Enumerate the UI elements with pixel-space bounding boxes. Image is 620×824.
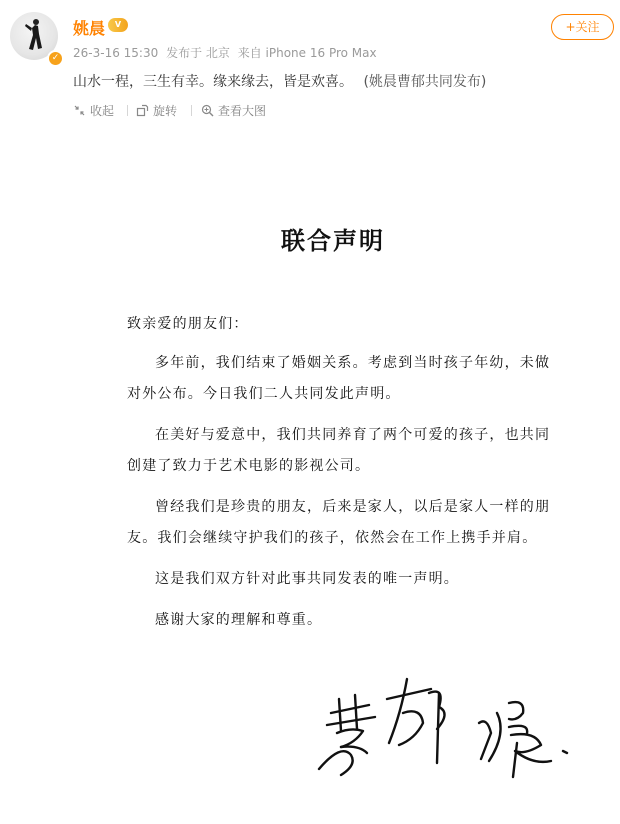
vip-badge: V xyxy=(108,18,128,32)
rotate-button[interactable] xyxy=(136,102,177,119)
post-location: 发布于 北京 xyxy=(166,46,230,60)
view-large-button[interactable] xyxy=(201,102,266,119)
rotate-label: 旋转 xyxy=(153,104,178,118)
document-paragraph: 多年前，我们结束了婚姻关系。考虑到当时孩子年幼，未做对外公布。今日我们二人共同发此声明。 xyxy=(127,355,551,402)
follow-button[interactable]: +关注 xyxy=(551,14,614,40)
document-paragraph: 感谢大家的理解和尊重。 xyxy=(155,612,323,628)
document-title: 联合声明 xyxy=(281,226,385,255)
document-salutation: 致亲爱的朋友们： xyxy=(127,316,249,332)
post-date[interactable]: 26-3-16 15:30 xyxy=(73,46,159,60)
username[interactable]: 姚晨 xyxy=(73,19,106,38)
document-paragraph: 在美好与爱意中，我们共同养育了两个可爱的孩子，也共同创建了致力于艺术电影的影视公司。 xyxy=(127,427,551,474)
toolbar-divider xyxy=(127,105,128,116)
document-body xyxy=(127,309,559,646)
document-paragraph: 这是我们双方针对此事共同发表的唯一声明。 xyxy=(155,571,459,587)
document-paragraph: 曾经我们是珍贵的朋友，后来是家人，以后是家人一样的朋友。我们会继续守护我们的孩子，依然会在工作上携手并肩。 xyxy=(127,499,551,546)
collapse-icon xyxy=(73,104,86,117)
post-text xyxy=(73,71,486,91)
post-content: 山水一程，三生有幸。缘来缘去，皆是欢喜。 xyxy=(73,74,353,90)
collapse-button[interactable] xyxy=(73,102,114,119)
view-large-label: 查看大图 xyxy=(218,104,267,118)
avatar-figure-icon xyxy=(24,18,44,54)
statement-image[interactable] xyxy=(73,125,593,824)
rotate-icon xyxy=(136,104,149,117)
collapse-label: 收起 xyxy=(90,104,115,118)
zoom-in-icon xyxy=(201,104,214,117)
handwritten-signature xyxy=(311,673,591,783)
post-source: 来自 iPhone 16 Pro Max xyxy=(237,46,377,60)
post-credit: (姚晨曹郁共同发布) xyxy=(363,74,487,90)
post-header xyxy=(0,0,620,100)
verified-badge-icon: ✓ xyxy=(47,50,64,67)
toolbar-divider xyxy=(191,105,192,116)
post-meta xyxy=(73,44,381,61)
